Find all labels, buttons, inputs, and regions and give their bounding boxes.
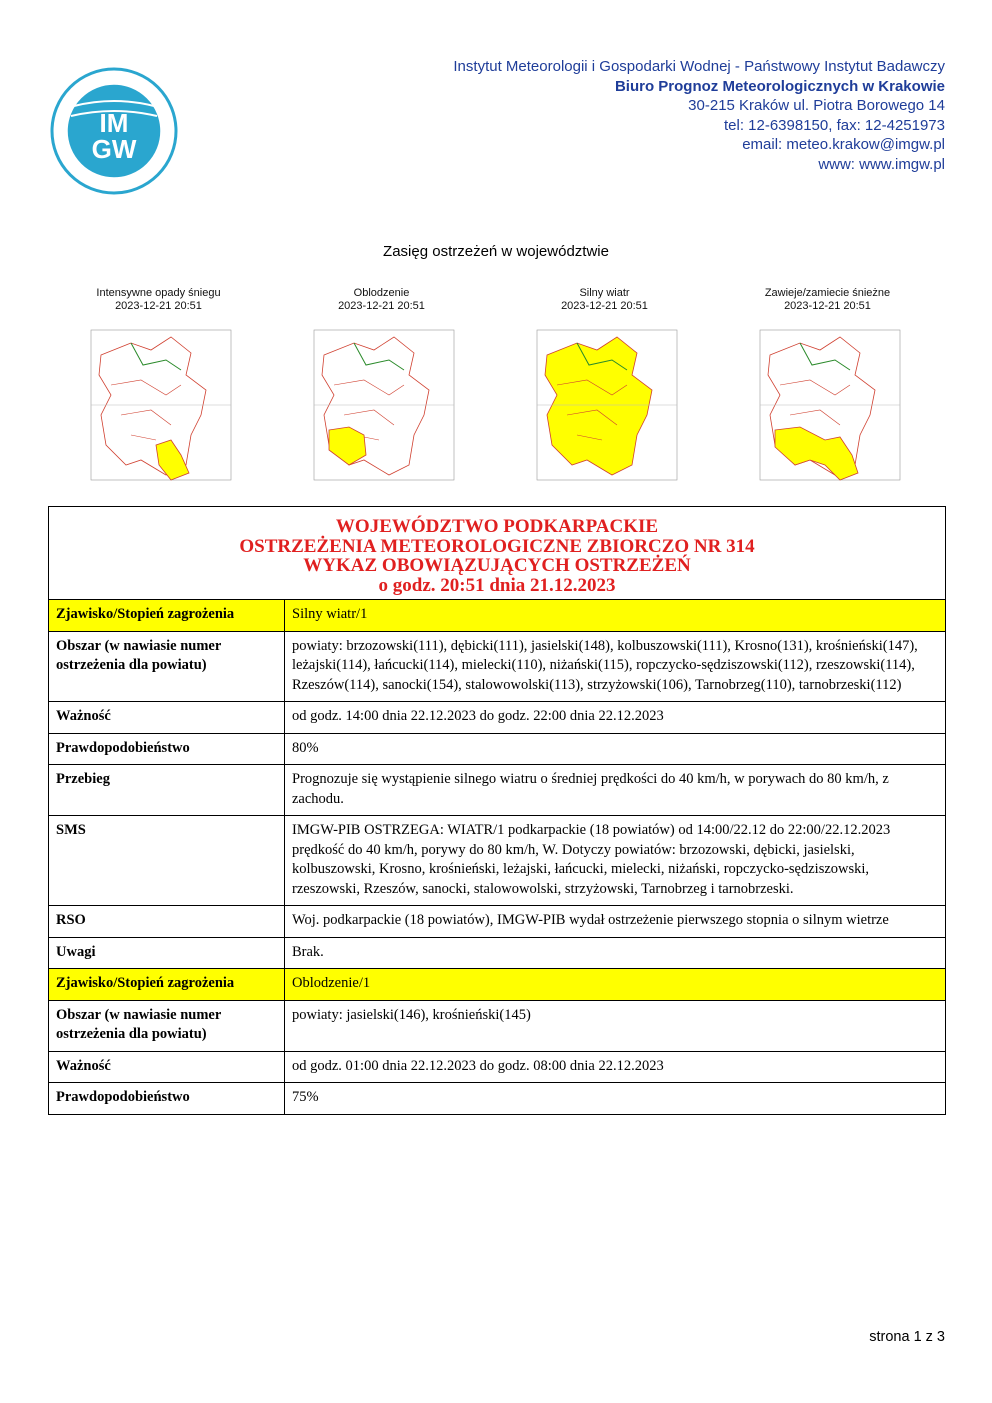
notes-value: Brak. <box>285 937 946 969</box>
page-number: strona 1 z 3 <box>869 1329 945 1345</box>
rso-value: Woj. podkarpackie (18 powiatów), IMGW-PIB wydał ostrzeżenie pierwszego stopnia o silnym wietrze <box>285 906 946 938</box>
probability-value: 75% <box>285 1083 946 1115</box>
phenomenon-label: Zjawisko/Stopień zagrożenia <box>49 600 285 632</box>
warning-validity-row <box>49 702 946 734</box>
area-label: Obszar (w nawiasie numer ostrzeżenia dla powiatu) <box>49 631 285 702</box>
map-title: Zawieje/zamiecie śnieżne <box>764 287 891 299</box>
course-value: Prognozuje się wystąpienie silnego wiatru o średniej prędkości do 40 km/h, w porywach do 80 km/h, z zachodu. <box>285 765 946 816</box>
map-blizzard <box>740 287 915 497</box>
office-address: 30-215 Kraków ul. Piotra Borowego 14 <box>688 97 945 115</box>
map-icing <box>294 287 469 497</box>
map-snowfall <box>71 287 246 497</box>
office-phone: tel: 12-6398150, fax: 12-4251973 <box>723 116 945 134</box>
warning-area-row <box>49 1000 946 1051</box>
rso-label: RSO <box>49 906 285 938</box>
notes-label: Uwagi <box>49 937 285 969</box>
warning-phenomenon-row <box>49 969 946 1001</box>
area-value: powiaty: brzozowski(111), dębicki(111), jasielski(148), kolbuszowski(111), Krosno(131), krośnieński(147), leżajski(114), łańcucki(114), mielecki(110), niżański(115), ropczycko-sędziszowski(112), rzeszowski(114), Rzeszów(114), sanocki(154), stalowowolski(113), strzyżowski(106), Tarnobrzeg(110), tarnobrzeski(112) <box>285 631 946 702</box>
svg-text:IM: IM <box>99 108 129 138</box>
validity-value: od godz. 01:00 dnia 22.12.2023 do godz. 08:00 dnia 22.12.2023 <box>285 1051 946 1083</box>
phenomenon-value: Silny wiatr/1 <box>285 600 946 632</box>
sms-label: SMS <box>49 816 285 906</box>
warning-probability-row <box>49 1083 946 1115</box>
institute-header <box>453 57 945 175</box>
map-strong-wind <box>517 287 692 497</box>
warning-course-row <box>49 765 946 816</box>
warning-phenomenon-row <box>49 600 946 632</box>
title-line: WOJEWÓDZTWO PODKARPACKIE <box>335 516 659 537</box>
warning-area-row <box>49 631 946 702</box>
map-title: Silny wiatr <box>579 287 630 299</box>
title-line: OSTRZEŻENIA METEOROLOGICZNE ZBIORCZO NR 314 <box>239 535 755 557</box>
imgw-logo <box>49 66 179 196</box>
map-snowfall-image <box>71 315 246 495</box>
institute-name: Instytut Meteorologii i Gospodarki Wodnej - Państwowy Instytut Badawczy <box>453 58 945 75</box>
maps-section-title: Zasięg ostrzeżeń w województwie <box>383 243 609 260</box>
map-strong-wind-image <box>517 315 692 495</box>
map-blizzard-image <box>740 315 915 495</box>
area-value: powiaty: jasielski(146), krośnieński(145) <box>285 1000 946 1051</box>
office-email[interactable]: email: meteo.krakow@imgw.pl <box>742 136 945 154</box>
office-website[interactable]: www: www.imgw.pl <box>818 155 945 173</box>
validity-label: Ważność <box>49 1051 285 1083</box>
warnings-table <box>48 506 946 1115</box>
area-label: Obszar (w nawiasie numer ostrzeżenia dla powiatu) <box>49 1000 285 1051</box>
svg-text:GW: GW <box>91 134 137 164</box>
warning-sms-row <box>49 816 946 906</box>
map-title: Oblodzenie <box>353 287 410 299</box>
probability-value: 80% <box>285 733 946 765</box>
map-title: Intensywne opady śniegu <box>96 287 221 299</box>
sms-value: IMGW-PIB OSTRZEGA: WIATR/1 podkarpackie (18 powiatów) od 14:00/22.12 do 22:00/22.12.2023 prędkość do 40 km/h, porywy do 80 km/h, W. Dotyczy powiatów: brzozowski, dębicki, jasielski, kolbuszowski, Krosno, krośnieński, leżajski, łańcucki, mielecki, niżański, ropczycko-sędziszowski, rzeszowski, Rzeszów, sanocki, stalowowolski, strzyżowski, Tarnobrzeg i tarnobrzeski. <box>285 816 946 906</box>
title-line: WYKAZ OBOWIĄZUJĄCYCH OSTRZEŻEŃ <box>303 555 691 576</box>
document-title <box>49 507 946 600</box>
warning-validity-row <box>49 1051 946 1083</box>
course-label: Przebieg <box>49 765 285 816</box>
title-line: o godz. 20:51 dnia 21.12.2023 <box>378 574 616 596</box>
validity-value: od godz. 14:00 dnia 22.12.2023 do godz. 22:00 dnia 22.12.2023 <box>285 702 946 734</box>
map-timestamp: 2023-12-21 20:51 <box>338 300 425 312</box>
warning-notes-row <box>49 937 946 969</box>
phenomenon-label: Zjawisko/Stopień zagrożenia <box>49 969 285 1001</box>
warning-rso-row <box>49 906 946 938</box>
map-timestamp: 2023-12-21 20:51 <box>784 300 871 312</box>
map-timestamp: 2023-12-21 20:51 <box>115 300 202 312</box>
warning-probability-row <box>49 733 946 765</box>
map-icing-image <box>294 315 469 495</box>
map-timestamp: 2023-12-21 20:51 <box>561 300 648 312</box>
office-name: Biuro Prognoz Meteorologicznych w Krakowie <box>614 77 945 95</box>
phenomenon-value: Oblodzenie/1 <box>285 969 946 1001</box>
probability-label: Prawdopodobieństwo <box>49 1083 285 1115</box>
validity-label: Ważność <box>49 702 285 734</box>
probability-label: Prawdopodobieństwo <box>49 733 285 765</box>
